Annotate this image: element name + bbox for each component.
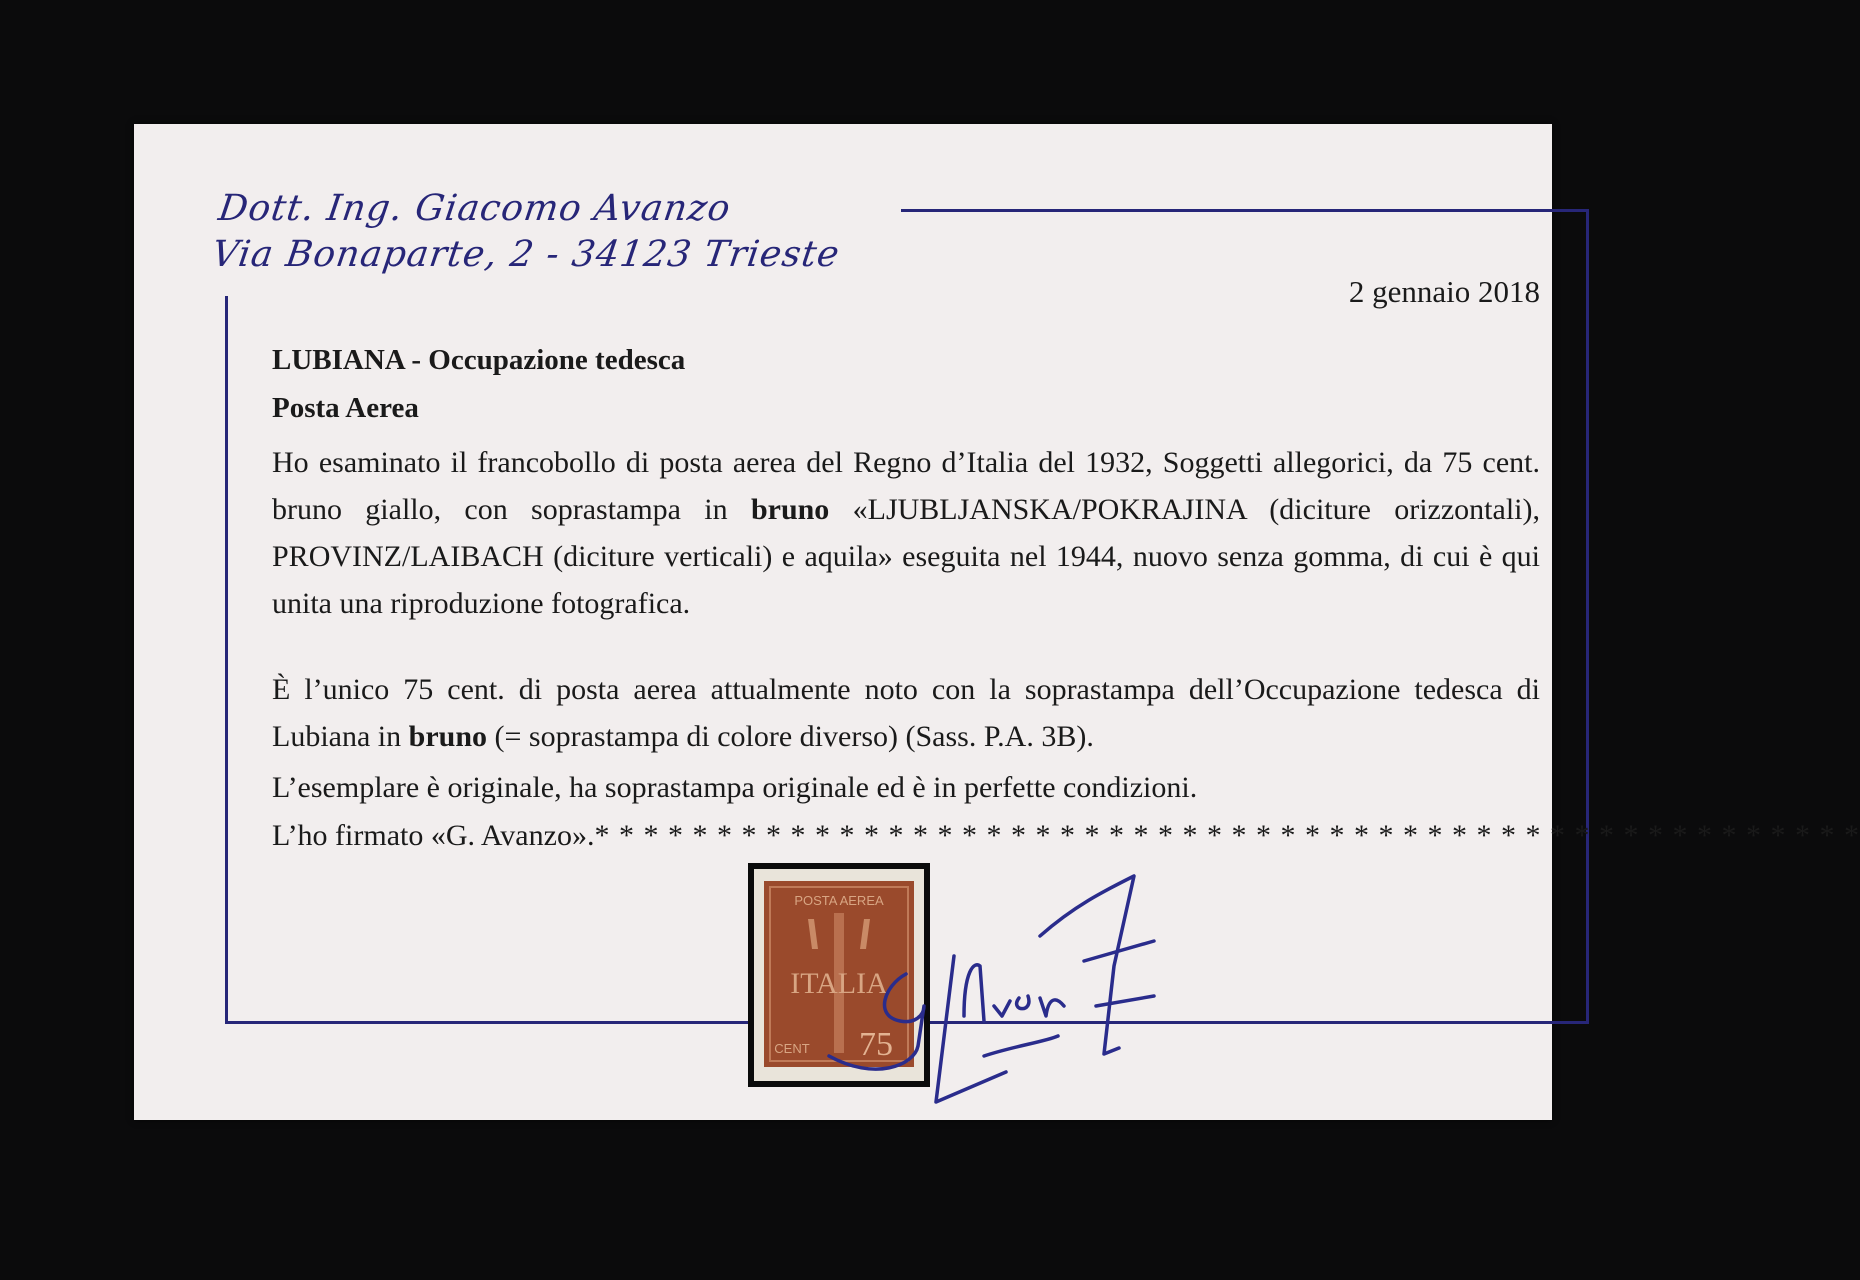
paragraph-description-part2: «LJUBLJANSKA/POKRAJINA (diciture orizzontali), PROVINZ/LAIBACH (diciture verticali) e aquila» eseguita nel 1944, nuovo senza gomma, di cui è qui unita una riproduzione fotografica. xyxy=(272,493,1540,620)
signature-stroke-seven xyxy=(1040,876,1134,1054)
star-filler: * * * * * * * * * * * * * * * * * * * * * * * * * * * * * * * * * * * * * * * * * * * * * * * * * * * * xyxy=(594,819,1860,852)
certificate-card xyxy=(134,124,1860,1120)
certificate-date: 2 gennaio 2018 xyxy=(1348,274,1540,309)
paragraph-description-bold: bruno xyxy=(750,493,830,526)
stamp-top-text: POSTA AEREA xyxy=(794,893,884,908)
paragraph-uniqueness xyxy=(272,666,1540,760)
paragraph-uniqueness-bold: bruno xyxy=(408,720,488,753)
certificate-title: LUBIANA - Occupazione tedesca xyxy=(272,344,686,376)
paragraph-description xyxy=(272,439,1540,627)
signature-stroke-letters xyxy=(994,996,1064,1016)
signature-stroke-cap xyxy=(964,965,984,1021)
paragraph-uniqueness-part1: È l’unico 75 cent. di posta aerea attualmente noto con la soprastampa dell’Occupazione tedesca di Lubiana in xyxy=(272,673,1540,753)
stamp-country: ITALIA xyxy=(790,967,888,1000)
signed-statement: L’ho firmato «G. Avanzo». xyxy=(272,819,595,852)
signature-stroke-a xyxy=(936,956,1006,1102)
paragraph-condition: L’esemplare è originale, ha soprastampa originale ed è in perfette condizioni. xyxy=(272,771,1198,804)
paragraph-uniqueness-part2: (= soprastampa di colore diverso) (Sass. P.A. 3B). xyxy=(487,720,1094,753)
letterhead-address: Via Bonaparte, 2 - 34123 Trieste xyxy=(209,234,843,275)
letterhead-name: Dott. Ing. Giacomo Avanzo xyxy=(215,188,734,229)
stamp-cent: CENT xyxy=(774,1041,810,1056)
frame-line-right xyxy=(1586,209,1589,1023)
stamp-value: 75 xyxy=(859,1026,893,1063)
signature-stroke-g xyxy=(829,974,924,1069)
frame-line-top xyxy=(901,209,1589,212)
handwritten-signature xyxy=(814,866,1244,1106)
signature-stroke-underline xyxy=(984,1036,1058,1056)
paragraph-description-part1: Ho esaminato il francobollo di posta aerea del Regno d’Italia del 1932, Soggetti allegorici, da 75 cent. bruno giallo, con soprastampa in xyxy=(272,446,1540,526)
letterhead xyxy=(209,186,849,278)
signature-stroke-crossbars xyxy=(1084,941,1154,1006)
paragraph-signed xyxy=(272,812,1860,859)
frame-line-left xyxy=(225,296,228,1024)
certificate-subtitle: Posta Aerea xyxy=(272,392,419,424)
